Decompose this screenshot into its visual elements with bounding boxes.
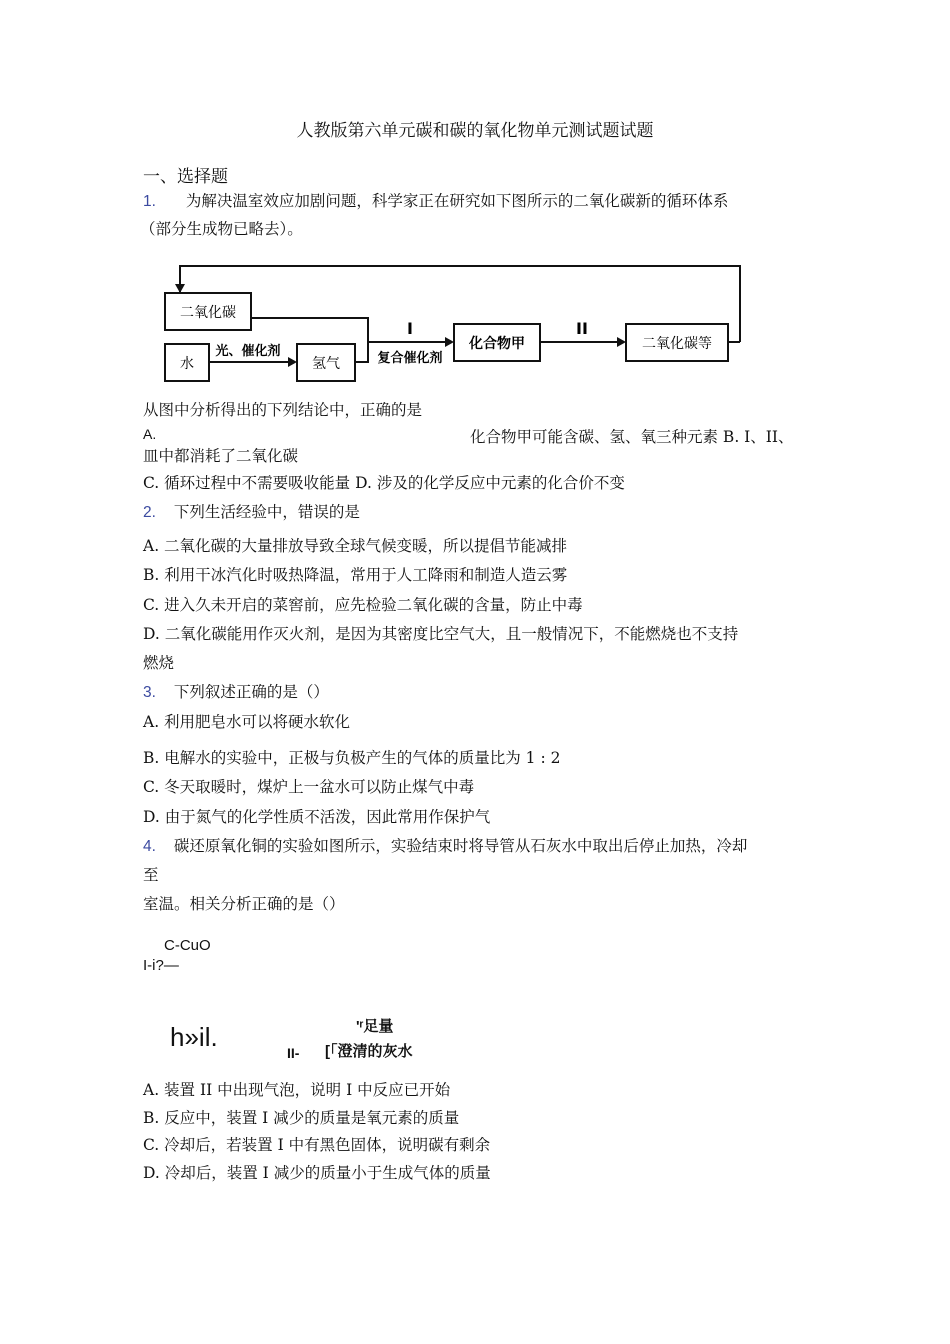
diagram-hydrogen-box: 氢气 <box>312 356 340 372</box>
q4-option-d: D. 冷却后，装置 I 减少的质量小于生成气体的质量 <box>143 1164 491 1182</box>
q4-stem-line2: 至 <box>143 866 159 884</box>
q2-option-c: C. 进入久未开启的菜窖前，应先检验二氧化碳的含量，防止中毒 <box>143 596 583 614</box>
q2-option-a: A. 二氧化碳的大量排放导致全球气候变暖，所以提倡节能减排 <box>143 537 568 555</box>
q3-option-d: D. 由于氮气的化学性质不活泼，因此常用作保护气 <box>143 808 491 826</box>
q1-option-a-label: A. <box>143 426 157 442</box>
q1-stem-line2: （部分生成物已略去）。 <box>140 220 303 238</box>
document-title: 人教版第六单元碳和碳的氧化物单元测试题试题 <box>296 121 654 141</box>
fig-hil-label: h»il. <box>170 1022 218 1052</box>
diagram-light-catalyst: 光、催化剂 <box>215 344 281 359</box>
diagram-water-box: 水 <box>180 356 194 372</box>
section-heading: 一、选择题 <box>143 167 228 187</box>
q1-options-cd: C. 循环过程中不需要吸收能量 D. 涉及的化学反应中元素的化合价不变 <box>143 474 625 492</box>
q2-stem <box>143 500 360 522</box>
q4-stem-line3: 室温。相关分析正确的是（） <box>143 895 345 913</box>
q3-option-c: C. 冬天取暖时，煤炉上一盆水可以防止煤气中毒 <box>143 778 475 796</box>
diagram-compound-box: 化合物甲 <box>469 336 525 352</box>
q3-number: 3. <box>143 684 156 701</box>
q4-option-c: C. 冷却后，若装置 I 中有黑色固体，说明碳有剩余 <box>143 1136 491 1154</box>
q4-number: 4. <box>143 838 156 855</box>
fig-i-label: I-i?— <box>143 957 179 974</box>
q1-option-a-cont: 皿中都消耗了二氧化碳 <box>143 447 299 465</box>
diagram-co2-etc-box: 二氧化碳等 <box>642 336 712 352</box>
q2-option-d: D. 二氧化碳能用作灭火剂，是因为其密度比空气大，且一般情况下，不能燃烧也不支持 <box>143 625 739 643</box>
q1-stem <box>143 189 728 211</box>
q1-stem-line1: 为解决温室效应加剧问题，科学家正在研究如下图所示的二氧化碳新的循环体系 <box>185 192 729 210</box>
q2-option-d-cont: 燃烧 <box>143 654 175 672</box>
q3-stem <box>143 680 329 702</box>
q3-option-a: A. 利用肥皂水可以将硬水软化 <box>143 713 351 731</box>
diagram-composite-catalyst: 复合催化剂 <box>377 351 443 366</box>
q2-stem-text: 下列生活经验中，错误的是 <box>173 503 360 521</box>
diagram-co2-box: 二氧化碳 <box>180 305 236 321</box>
q4-option-a: A. 装置 II 中出现气泡，说明 I 中反应已开始 <box>143 1081 451 1099</box>
q3-stem-text: 下列叙述正确的是（） <box>173 683 329 701</box>
q4-option-b: B. 反应中，装置 I 减少的质量是氧元素的质量 <box>143 1109 460 1127</box>
q1-option-a-text: 化合物甲可能含碳、氢、氧三种元素 B. I、II、 <box>470 428 794 446</box>
q3-option-b: B. 电解水的实验中，正极与负极产生的气体的质量比为 1 : 2 <box>143 749 561 767</box>
q4-stem <box>143 834 747 856</box>
co2-cycle-diagram <box>160 262 750 387</box>
q2-number: 2. <box>143 504 156 521</box>
q1-question: 从图中分析得出的下列结论中，正确的是 <box>143 401 423 419</box>
fig-sufficient-label: 'ʳ足量 <box>356 1018 394 1035</box>
fig-ii-label: II- <box>287 1045 300 1061</box>
q1-number: 1. <box>143 193 156 210</box>
diagram-step-1: I <box>407 319 413 338</box>
fig-c-cuo-label: C-CuO <box>164 937 211 954</box>
fig-limewater-label: [「澄清的灰水 <box>325 1043 413 1060</box>
q4-stem-line1: 碳还原氧化铜的实验如图所示，实验结束时将导管从石灰水中取出后停止加热，冷却 <box>173 837 748 855</box>
diagram-step-2: II <box>576 319 588 338</box>
q2-option-b: B. 利用干冰汽化时吸热降温，常用于人工降雨和制造人造云雾 <box>143 566 568 584</box>
